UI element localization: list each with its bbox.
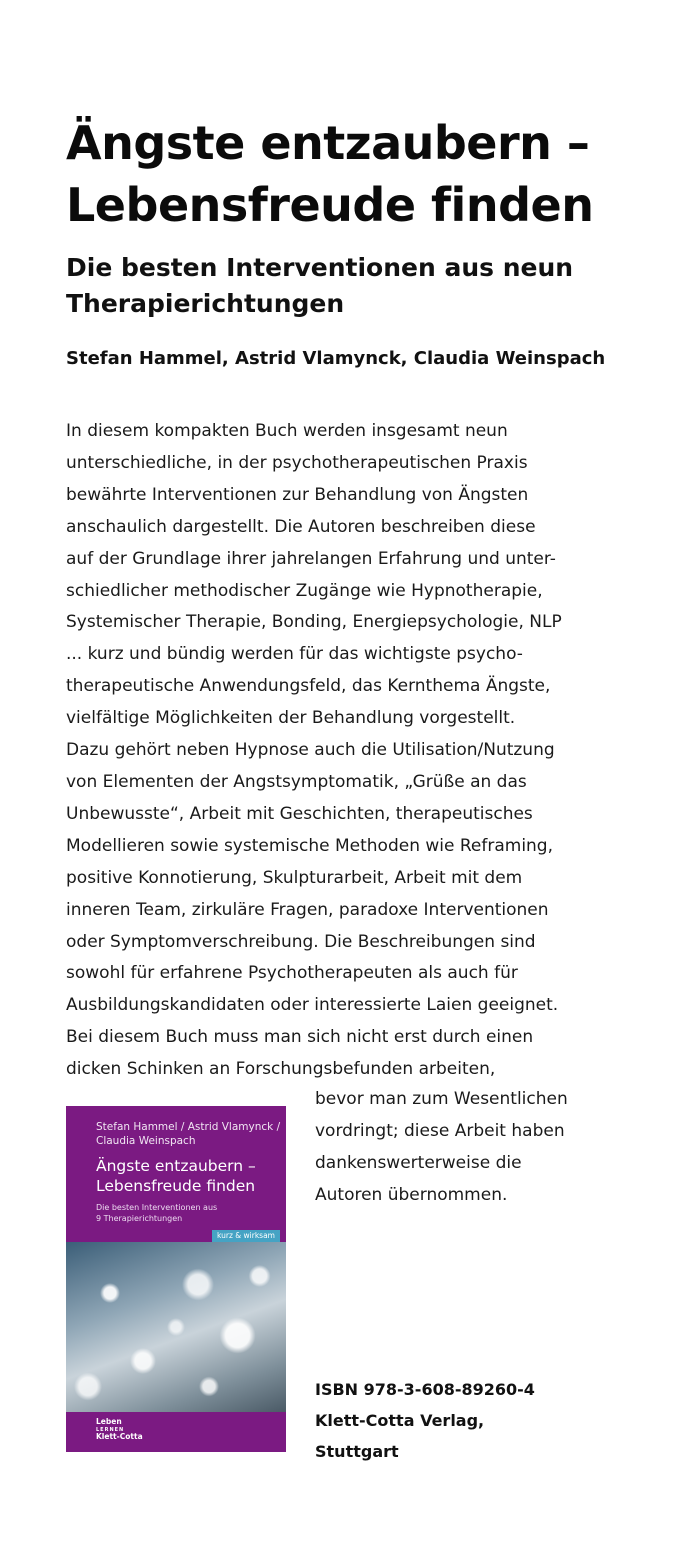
book-title-line: Ängste entzaubern – bbox=[66, 116, 590, 170]
description-line: bewährte Interventionen zur Behandlung von Ängsten bbox=[66, 484, 529, 505]
description-line: therapeutische Anwendungsfeld, das Kernthema Ängste, bbox=[66, 676, 551, 697]
book-title-line: Lebensfreude finden bbox=[66, 178, 594, 232]
book-meta bbox=[315, 1374, 615, 1467]
book-subtitle bbox=[66, 250, 626, 322]
description-line: sowohl für erfahrene Psychotherapeuten als auch für bbox=[66, 963, 518, 984]
description-line: positive Konnotierung, Skulpturarbeit, Arbeit mit dem bbox=[66, 867, 523, 888]
description-line: schiedlicher methodischer Zugänge wie Hypnotherapie, bbox=[66, 580, 543, 601]
cover-subtitle bbox=[96, 1202, 281, 1224]
description-line: oder Symptomverschreibung. Die Beschreibungen sind bbox=[66, 931, 536, 952]
description-line: dankenswerterweise die bbox=[315, 1152, 522, 1173]
book-description bbox=[66, 416, 626, 1086]
cover-subtitle-line: Die besten Interventionen aus bbox=[96, 1203, 218, 1212]
cover-authors bbox=[96, 1120, 281, 1148]
description-line: unterschiedliche, in der psychotherapeutischen Praxis bbox=[66, 452, 528, 473]
description-line: In diesem kompakten Buch werden insgesamt neun bbox=[66, 421, 508, 441]
description-line: von Elementen der Angstsymptomatik, „Grüße an das bbox=[66, 771, 527, 792]
cover-title bbox=[96, 1156, 286, 1196]
isbn: ISBN 978-3-608-89260-4 bbox=[315, 1380, 535, 1399]
description-line: vordringt; diese Arbeit haben bbox=[315, 1120, 565, 1141]
description-line: bevor man zum Wesentlichen bbox=[315, 1089, 568, 1109]
description-line: auf der Grundlage ihrer jahrelangen Erfahrung und unter- bbox=[66, 548, 556, 569]
description-line: Systemischer Therapie, Bonding, Energiepsychologie, NLP bbox=[66, 612, 562, 633]
description-line: dicken Schinken an Forschungsbefunden arbeiten, bbox=[66, 1059, 496, 1080]
description-line: Modellieren sowie systemische Methoden wie Reframing, bbox=[66, 835, 554, 856]
publisher-logo bbox=[96, 1418, 216, 1441]
book-authors: Stefan Hammel, Astrid Vlamynck, Claudia Weinspach bbox=[66, 348, 606, 369]
description-line: Bei diesem Buch muss man sich nicht erst durch einen bbox=[66, 1027, 534, 1048]
description-line: Dazu gehört neben Hypnose auch die Utilisation/Nutzung bbox=[66, 740, 555, 761]
book-subtitle-line: Therapierichtungen bbox=[66, 289, 345, 318]
publisher-city: Stuttgart bbox=[315, 1442, 399, 1461]
description-line: inneren Team, zirkuläre Fragen, paradoxe Interventionen bbox=[66, 899, 549, 920]
book-subtitle-line: Die besten Interventionen aus neun bbox=[66, 253, 574, 282]
description-line: Ausbildungskandidaten oder interessierte Laien geeignet. bbox=[66, 995, 559, 1016]
cover-series-badge: kurz & wirksam bbox=[212, 1230, 280, 1242]
description-continuation bbox=[315, 1084, 615, 1212]
cover-bokeh-photo bbox=[66, 1242, 286, 1412]
book-cover-image bbox=[66, 1106, 286, 1452]
description-line: anschaulich dargestellt. Die Autoren beschreiben diese bbox=[66, 516, 536, 537]
cover-authors-line: Stefan Hammel / Astrid Vlamynck / bbox=[96, 1121, 281, 1133]
publisher: Klett-Cotta Verlag, bbox=[315, 1411, 485, 1430]
description-line: ... kurz und bündig werden für das wichtigste psycho- bbox=[66, 644, 523, 665]
cover-authors-line: Claudia Weinspach bbox=[96, 1135, 196, 1147]
description-line: Autoren übernommen. bbox=[315, 1184, 508, 1205]
logo-line: Klett-Cotta bbox=[96, 1431, 143, 1441]
logo-line: LERNEN bbox=[96, 1426, 125, 1433]
cover-title-line: Ängste entzaubern – bbox=[96, 1157, 256, 1175]
book-title bbox=[66, 112, 666, 236]
cover-title-line: Lebensfreude finden bbox=[96, 1177, 256, 1195]
logo-line: Leben bbox=[96, 1417, 122, 1426]
description-line: Unbewusste“, Arbeit mit Geschichten, therapeutisches bbox=[66, 803, 533, 824]
cover-subtitle-line: 9 Therapierichtungen bbox=[96, 1214, 183, 1223]
description-line: vielfältige Möglichkeiten der Behandlung vorgestellt. bbox=[66, 708, 516, 729]
